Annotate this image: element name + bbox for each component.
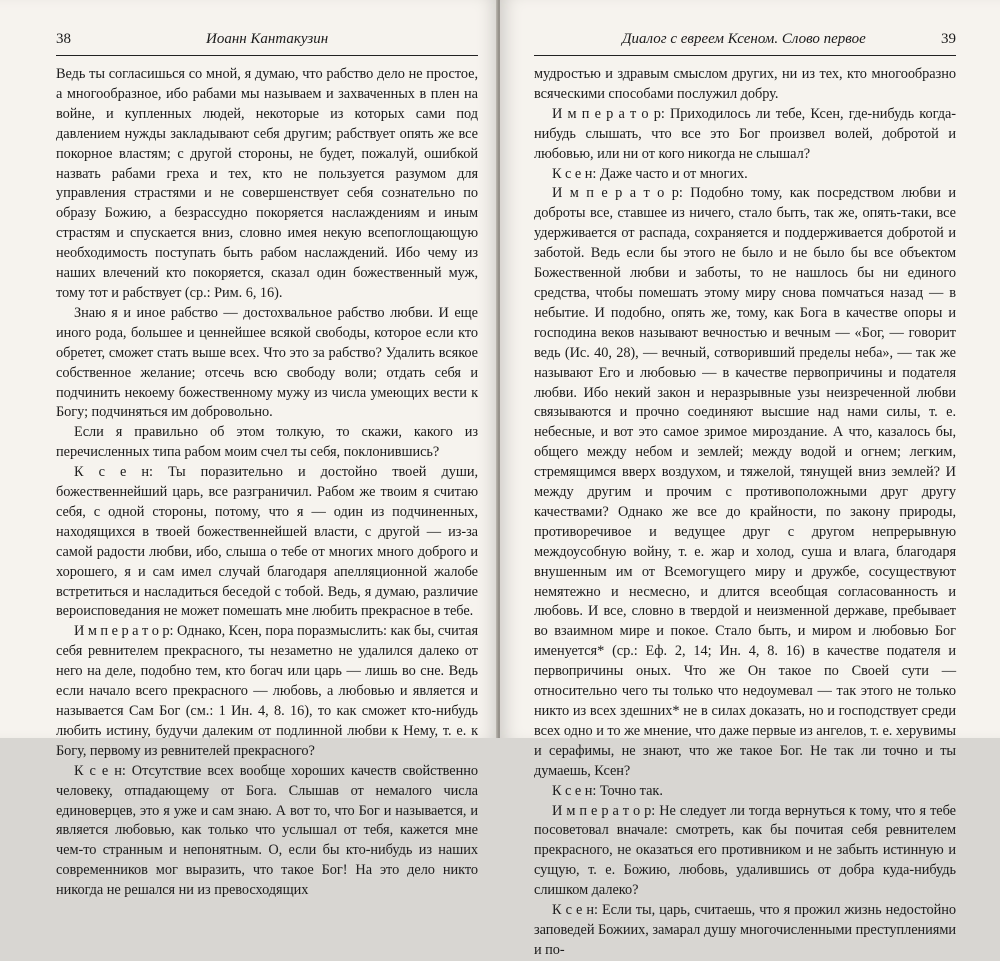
- running-title-right: Диалог с евреем Ксеном. Слово первое: [622, 31, 866, 47]
- paragraph: Знаю я и иное рабство — достохвальное рабство любви. И еще иного рода, большее и ценнейшее всякой свободы, которое если кто обретет, сможет стать выше всех. Что это за рабство? Удалить всякое собственное желание; отсечь всю свободу воли; отдать себя и подчинить некоему божественному мужу из числа умеющих вести к Богу; подчиняться им добровольно.: [56, 304, 478, 421]
- paragraph: К с е н: Точно так.: [552, 782, 663, 799]
- paragraph: И м п е р а т о р: Подобно тому, как посредством любви и доброты все, ставшее из ничего, стало быть, так же, опять-таки, все удерживается от распада, сохраняется и поддерживается добротой и заботой. Ведь если бы этого не было и не было бы все объектом Божественной любви и заботы, то не нашлось бы ни единого средства, чтобы помешать этому миру снова помчаться назад — в небытие. И подобно, опять же, тому, как Бога в качестве опоры и господина веков называют вечностью и вечным — «Бог, — говорит ведь (Ис. 40, 28), — вечный, сотворивший пределы неба», — так же называют Его и любовью — в качестве первопричины и подателя любви. Ибо некий закон и неразрывные узы неизреченной любви связываются и прочно соединяют высшие над нами силы, т. е. небесные, и вот это самое зримое мироздание. А что, казалось бы, общего между небом и землей; между водой и огнем; легким, стремящимся вверх воздухом, и тяжелой, тянущей вниз землей? И между другим и прочим с противоположными друг другу качествами? Однако же все до крайности, по закону природы, противоречивое и ведущее друг с другом непрерывную междоусобную войну, т. е. жар и холод, суша и влага, благодаря внушенным им от Всемогущего миру и дружбе, сосуществуют немятежно и несмесно, и длится всеобщая согласованность и любовь. И все, словно в твердой и неизменной державе, пребывает во взаимном мире и покое. Стало быть, и миром и любовью Бог именуется* (ср.: Еф. 2, 14; Ин. 4, 8. 16) в качестве подателя и первопричины оных. Что же Он такое по Своей сути — относительно чего ты только что недоумевал — так этого не только никто из всех здешних* не в силах доказать, но и господствует среди всех одно и то же мнение, что даже первые из ангелов, т. е. херувимы и серафимы, не знают, что же такое Бог. Не так ли точно и ты думаешь, Ксен?: [534, 185, 956, 779]
- running-title-left: Иоанн Кантакузин: [206, 31, 329, 47]
- paragraph: К с е н: Отсутствие всех вообще хороших качеств свойственно человеку, отпадающему от Бога. Слышав от немалого числа единоверцев, это я уже и сам знаю. А вот то, что Бог и называется, и является любовью, как только что услышал от тебя, кажется мне чем-то странным и непонятным. О, если бы кто-нибудь из наших современников мог выразить, что такое Бог! На это дело никто никогда не решался ни из превосходящих: [56, 762, 478, 899]
- left-body-text: [56, 65, 478, 901]
- paragraph: И м п е р а т о р: Приходилось ли тебе, Ксен, где-нибудь когда-нибудь слышать, что все это Бог произвел волей, добротой и любовью, или ни от кого никогда не слышал?: [534, 105, 956, 162]
- paragraph: Ведь ты согласишься со мной, я думаю, что рабство дело не простое, а многообразное, ибо рабами мы называем и захваченных в плен на войне, и купленных людей, некоторые из которых сами под давлением нужды закладывают себя другим; рабствует опять же все покорное властям; с другой стороны, не будет, пожалуй, ошибкой назвать рабами греха и тех, кто не пользуется разумом для управления страстями и не совершенствует себя сознательно по образу Божию, а безрассудно покоряется наслаждениям и иным страстям и спускается вниз, словно имея некую всепоглощающую необходимость поступать быть рабом наслаждений. Ибо чему из наших влечений кто покоряется, сказал один божественный муж, тому тот и рабствует (ср.: Рим. 6, 16).: [56, 66, 478, 301]
- left-running-head: [56, 31, 478, 56]
- paragraph: К с е н: Ты поразительно и достойно твоей души, божественнейший царь, все разграничил. Рабом же твоим я считаю себя, с одной стороны, потому, что я — один из подчиненных, находящихся в твоей божественнейшей власти, с другой — из-за самой радости любви, ибо, слыша о тебе от многих много доброго и хорошего, я и сам имел случай благодаря апелляционной жалобе встретиться и насладиться беседой с тобой. Ведь, я думаю, различие вероисповедания не может помешать мне любить прекрасное в тебе.: [56, 464, 478, 620]
- paragraph: И м п е р а т о р: Не следует ли тогда вернуться к тому, что я тебе посоветовал вначале: смотреть, как бы почитая себя ревнителем прекрасного, не оказаться его противником и не забыть истинную и сущую, т. е. Божию, любовь, удалившись от добра куда-нибудь слишком далеко?: [534, 802, 956, 899]
- right-body-text: [534, 65, 956, 961]
- right-page: [500, 0, 1000, 958]
- paragraph: Если я правильно об этом толкую, то скажи, какого из перечисленных типа рабом моим счел ты себя, поклонившись?: [56, 424, 478, 461]
- paragraph: К с е н: Даже часто и от многих.: [552, 165, 748, 182]
- paragraph: К с е н: Если ты, царь, считаешь, что я прожил жизнь недостойно заповедей Божиих, замарал душу многочисленными преступлениями и по-: [534, 902, 956, 958]
- right-running-head: [534, 31, 956, 56]
- page-number-left: 38: [56, 31, 71, 47]
- paragraph: мудростью и здравым смыслом других, ни из тех, кто многообразно всяческими способами послужил добру.: [534, 66, 956, 102]
- page-number-right: 39: [941, 31, 956, 47]
- left-page: [0, 0, 498, 899]
- paragraph: И м п е р а т о р: Однако, Ксен, пора поразмыслить: как бы, считая себя ревнителем прекрасного, ты незаметно не удалился далеко от него на деле, подобно тем, кто богач или царь — лишь во сне. Ведь если начало всего прекрасного — любовь, а любовью и является и называется Сам Бог (см.: 1 Ин. 4, 8. 16), то как сможет кто-нибудь любить истину, будучи далеким от подлинной любви к Нему, т. е. к Богу, первому из ревнителей прекрасного?: [56, 623, 478, 759]
